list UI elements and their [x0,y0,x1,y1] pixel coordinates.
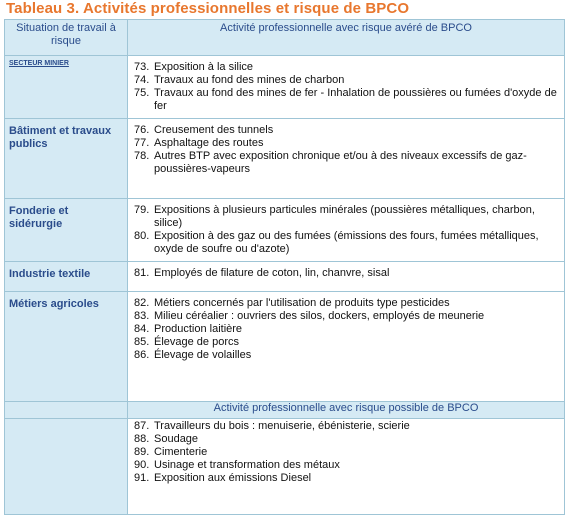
item-number: 82. [134,297,150,309]
item-number: 88. [134,433,150,445]
item-number: 89. [134,446,150,458]
item-text: Production laitière [154,323,243,335]
table-row [5,419,565,515]
item-number: 80. [134,230,150,242]
list-item [134,137,558,150]
item-number: 79. [134,204,150,216]
possible-header-row [5,402,565,419]
item-number: 87. [134,420,150,432]
list-item [134,204,558,230]
header-situation: Situation de travail à risque [5,20,128,56]
list-item [134,150,558,176]
item-text: Travaux au fond des mines de charbon [154,74,345,86]
item-number: 83. [134,310,150,322]
list-item [134,87,558,113]
item-number: 74. [134,74,150,86]
list-item [134,310,558,323]
list-item [134,230,558,256]
list-item [134,433,558,446]
table-row [5,262,565,292]
list-item [134,446,558,459]
item-number: 77. [134,137,150,149]
item-number: 84. [134,323,150,335]
bpco-table [4,19,565,515]
item-text: Exposition à des gaz ou des fumées (émissions des fours, fumées métalliques, oxyde de soufre ou d'azote) [154,230,539,255]
activity-list [128,262,565,292]
sector-label: SECTEUR MINIER [5,56,128,119]
list-item [134,124,558,137]
table-row [5,119,565,199]
item-text: Métiers concernés par l'utilisation de produits type pesticides [154,297,450,309]
item-text: Travailleurs du bois : menuiserie, ébénisterie, scierie [154,420,410,432]
item-number: 81. [134,267,150,279]
list-item [134,349,558,362]
item-number: 91. [134,472,150,484]
table-row [5,56,565,119]
item-text: Soudage [154,433,199,445]
item-text: Travaux au fond des mines de fer - Inhalation de poussières ou fumées d'oxyde de fer [154,87,557,112]
blank-cell [5,402,128,419]
sector-label: Bâtiment et travaux publics [5,119,128,199]
list-item [134,472,558,485]
list-item [134,267,558,280]
item-number: 73. [134,61,150,73]
sector-label: Industrie textile [5,262,128,292]
header-activite-possible: Activité professionnelle avec risque possible de BPCO [128,402,565,419]
list-item [134,336,558,349]
activity-list [128,199,565,262]
table-row [5,199,565,262]
item-number: 90. [134,459,150,471]
item-number: 75. [134,87,150,99]
list-item [134,74,558,87]
list-item [134,420,558,433]
item-text: Élevage de volailles [154,349,252,361]
item-text: Autres BTP avec exposition chronique et/ou à des niveaux excessifs de gaz-poussières-vapeurs [154,150,527,175]
activity-list [128,119,565,199]
item-text: Élevage de porcs [154,336,239,348]
table-header-row [5,20,565,56]
table-title: Tableau 3. Activités professionnelles et risque de BPCO [6,0,410,17]
table-row [5,292,565,402]
item-text: Usinage et transformation des métaux [154,459,340,471]
item-number: 85. [134,336,150,348]
item-text: Milieu céréalier : ouvriers des silos, dockers, employés de meunerie [154,310,485,322]
sector-label: Métiers agricoles [5,292,128,402]
item-text: Expositions à plusieurs particules minérales (poussières métalliques, charbon, silice) [154,204,535,229]
item-text: Exposition à la silice [154,61,254,73]
item-text: Cimenterie [154,446,208,458]
item-number: 78. [134,150,150,162]
item-number: 86. [134,349,150,361]
item-text: Creusement des tunnels [154,124,274,136]
activity-list [128,56,565,119]
item-number: 76. [134,124,150,136]
activity-list [128,419,565,515]
item-text: Employés de filature de coton, lin, chanvre, sisal [154,267,390,279]
list-item [134,297,558,310]
activity-list [128,292,565,402]
header-activite-avere: Activité professionnelle avec risque avéré de BPCO [128,20,565,56]
list-item [134,323,558,336]
item-text: Exposition aux émissions Diesel [154,472,312,484]
blank-cell [5,419,128,515]
sector-label: Fonderie et sidérurgie [5,199,128,262]
list-item [134,61,558,74]
item-text: Asphaltage des routes [154,137,264,149]
list-item [134,459,558,472]
